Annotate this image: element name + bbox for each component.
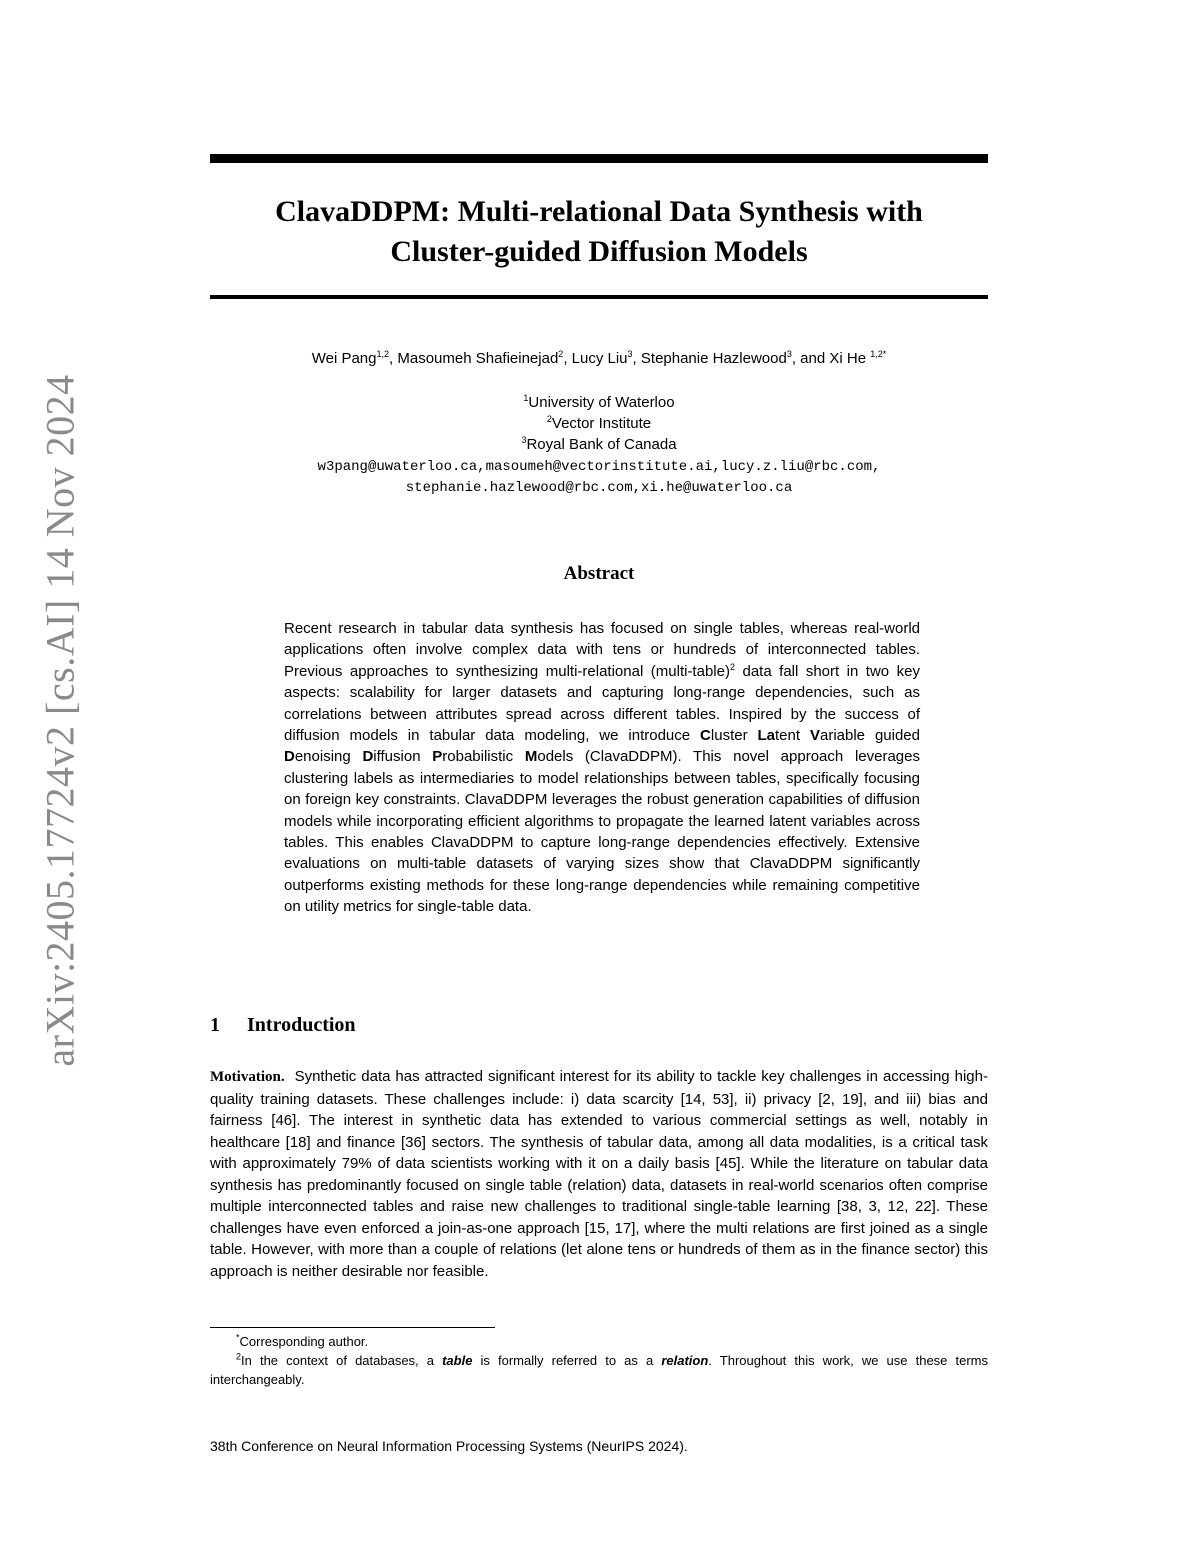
- footnote-corresponding-author: *Corresponding author.: [236, 1332, 369, 1349]
- section-heading-introduction: [210, 1014, 356, 1037]
- affiliation-list: [210, 392, 988, 455]
- author-separator: ,: [632, 350, 641, 367]
- author-separator: ,: [389, 350, 398, 367]
- title-top-rule: [210, 154, 988, 163]
- footnotes: [210, 1332, 988, 1389]
- footnote-rule: [210, 1327, 495, 1328]
- footnote-mark[interactable]: 2: [729, 661, 735, 672]
- section-number: 1: [210, 1014, 220, 1036]
- author-affiliation-marks: 3: [786, 349, 792, 359]
- title-bottom-rule: [210, 295, 988, 299]
- paper-title-line-2: Cluster-guided Diffusion Models: [390, 235, 808, 268]
- author: [397, 350, 571, 367]
- affiliation-name: University of Waterloo: [528, 394, 675, 411]
- author: [829, 350, 886, 367]
- abstract-text: Recent research in tabular data synthesis has focused on single tables, whereas real-world applications often involve complex data with tens or hundreds of interconnected tables. Previous approaches to synthesizing multi-relational (multi-table): [284, 620, 920, 680]
- author-list: [210, 350, 988, 367]
- author-name: Lucy Liu: [571, 350, 628, 367]
- author-affiliation-marks: 2: [558, 349, 564, 359]
- affiliation-name: Vector Institute: [551, 415, 652, 432]
- author-name: Xi He: [829, 350, 871, 367]
- author-affiliation-marks: 1,2*: [870, 349, 887, 359]
- affiliation: [210, 392, 988, 413]
- motivation-paragraph: [210, 1066, 988, 1282]
- author: [312, 350, 398, 367]
- arxiv-stamp-text: arXiv:2405.17724v2 [cs.AI] 14 Nov 2024: [37, 373, 83, 1067]
- arxiv-identifier-stamp: [30, 373, 90, 1067]
- author: [572, 350, 641, 367]
- paper-title-line-1: ClavaDDPM: Multi-relational Data Synthesis with: [275, 195, 923, 228]
- affiliation: [210, 434, 988, 455]
- affiliation: [210, 413, 988, 434]
- abstract-heading: Abstract: [563, 563, 635, 584]
- email-line-1[interactable]: w3pang@uwaterloo.ca,masoumeh@vectorinstitute.ai,lucy.z.liu@rbc.com,: [317, 459, 881, 475]
- affiliation-mark: 3: [521, 435, 527, 445]
- paper-title: [210, 192, 988, 272]
- author-affiliation-marks: 1,2: [376, 349, 390, 359]
- section-title: Introduction: [247, 1014, 356, 1036]
- author-name: Wei Pang: [311, 350, 377, 367]
- abstract-body: [284, 618, 920, 918]
- paragraph-text: Synthetic data has attracted significant interest for its ability to tackle key challenges in accessing high-quality training datasets. These challenges include: i) data scarcity [14, 53], ii) privacy [2, 19], and iii) bias and fairness [46]. The interest in synthetic data has extended to various commercial settings as well, notably in healthcare [18] and finance [36] sectors. The synthesis of tabular data, among all data modalities, is a critical task with approximately 79% of data scientists working with it on a daily basis [45]. While the literature on tabular data synthesis has predominantly focused on single table (relation) data, datasets in real-world scenarios often comprise multiple interconnected tables and raise new challenges to traditional single-table learning [38, 3, 12, 22]. These challenges have even enforced a join-as-one approach [15, 17], where the multi relations are first joined as a single table. However, with more than a couple of relations (let alone tens or hundreds of them as in the finance sector) this approach is neither desirable nor feasible.: [210, 1068, 988, 1280]
- conference-footer: 38th Conference on Neural Information Processing Systems (NeurIPS 2024).: [210, 1438, 688, 1454]
- author-emails: [210, 457, 988, 499]
- affiliation-name: Royal Bank of Canada: [526, 436, 677, 453]
- author-affiliation-marks: 3: [627, 349, 633, 359]
- model-acronym-expansion: Cluster Latent Variable guided Denoising Diffusion Probabilistic Models: [284, 727, 920, 766]
- author-name: Masoumeh Shafieinejad: [397, 350, 559, 367]
- abstract-text: data fall short in two key aspects: scalability for larger datasets and capturing long-range dependencies, such as correlations between attributes spread across different tables. Inspired by the success of diffusion models in tabular data modeling, we introduce: [284, 662, 920, 745]
- author-name: Stephanie Hazlewood: [640, 350, 787, 367]
- affiliation-mark: 2: [546, 414, 552, 424]
- email-line-2[interactable]: stephanie.hazlewood@rbc.com,xi.he@uwaterloo.ca: [405, 480, 793, 496]
- paragraph-run-in-heading: Motivation.: [210, 1069, 285, 1085]
- author: [641, 350, 829, 367]
- author-separator: , and: [791, 350, 830, 367]
- footnote-table-relation: $^2$In the context of databases, a table is formally referred to as a relation. Throughout this work, we use these terms interchangeably.: [210, 1351, 988, 1387]
- abstract-text: (ClavaDDPM). This novel approach leverages clustering labels as intermediaries to model relationships between tables, specifically focusing on foreign key constraints. ClavaDDPM leverages the robust generation capabilities of diffusion models while incorporating efficient algorithms to propagate the learned latent variables across tables. This enables ClavaDDPM to capture long-range dependencies effectively. Extensive evaluations on multi-table datasets of varying sizes show that ClavaDDPM significantly outperforms existing methods for these long-range dependencies while remaining competitive on utility metrics for single-table data.: [284, 748, 920, 916]
- author-separator: ,: [563, 350, 572, 367]
- affiliation-mark: 1: [523, 393, 529, 403]
